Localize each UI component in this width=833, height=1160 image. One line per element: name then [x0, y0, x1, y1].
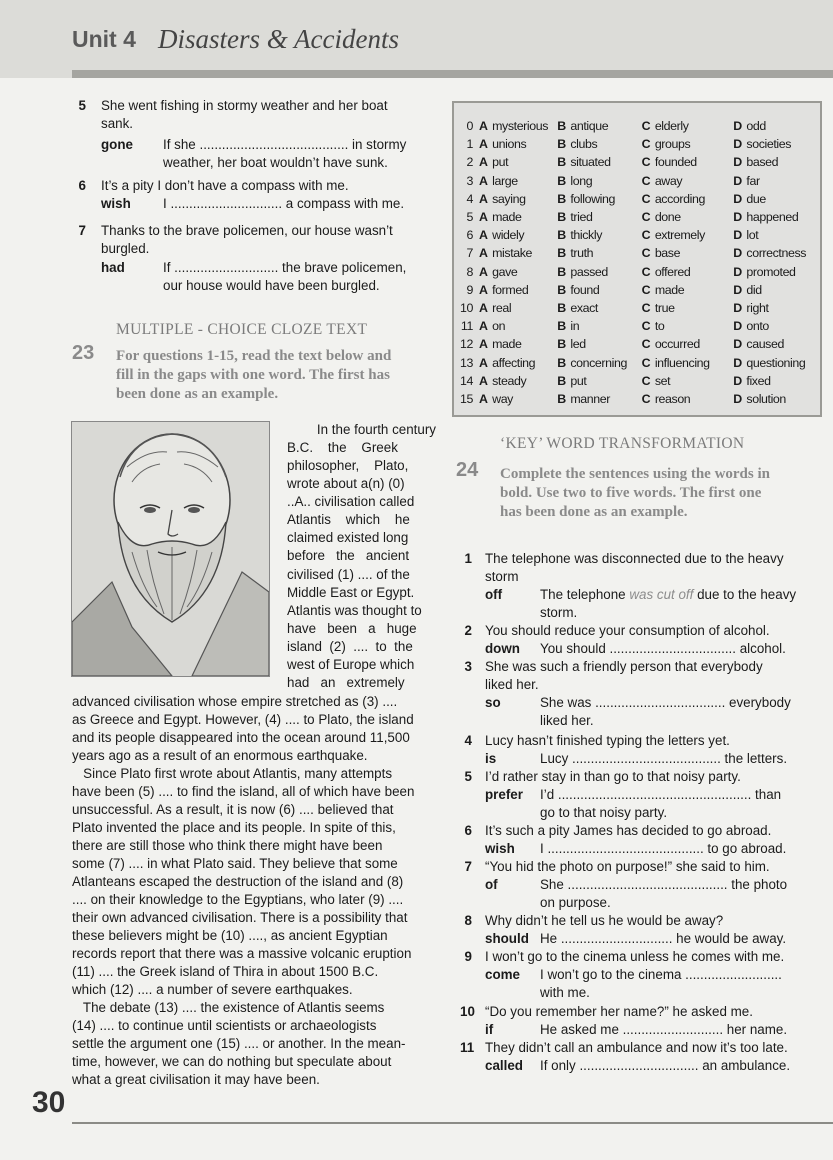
text-line: (14) .... to continue until scientists or archaeologists — [72, 1018, 377, 1033]
option-d: questioning — [746, 355, 806, 370]
option-letter: D — [733, 300, 742, 315]
option-d: caused — [746, 337, 784, 352]
item-answer: weather, her boat wouldn’t have sunk. — [163, 155, 388, 170]
option-a: real — [492, 300, 512, 315]
option-d: promoted — [746, 264, 796, 279]
text-line: civilised (1) .... of the — [287, 567, 410, 582]
option-letter: B — [557, 391, 566, 406]
item-number: 2 — [464, 623, 472, 638]
options-box — [452, 101, 822, 417]
option-b: thickly — [570, 228, 602, 243]
option-letter: A — [478, 155, 488, 170]
option-letter: B — [557, 210, 566, 225]
text-line: island (2) .... to the — [287, 639, 413, 654]
option-letter: C — [641, 173, 651, 188]
option-b: antique — [570, 119, 609, 134]
option-a: unions — [492, 137, 527, 152]
option-d: did — [746, 282, 762, 297]
option-letter: B — [557, 264, 566, 279]
option-letter: B — [557, 337, 566, 352]
option-c: base — [654, 246, 681, 261]
item-sentence: sank. — [101, 116, 134, 131]
text-line: which (12) .... a number of severe earthquakes. — [72, 982, 353, 997]
option-letter: A — [478, 210, 488, 225]
option-row — [460, 153, 820, 171]
option-letter: D — [733, 282, 742, 297]
option-a: on — [492, 319, 506, 334]
item-keyword: should — [485, 931, 529, 946]
item-sentence: storm — [485, 569, 519, 584]
answer-text: due to the heavy — [693, 587, 797, 602]
option-letter: A — [478, 264, 488, 279]
item-keyword: is — [485, 751, 497, 766]
item-sentence: burgled. — [101, 241, 150, 256]
text-line: claimed existed long — [287, 530, 409, 545]
option-letter: C — [641, 210, 651, 225]
option-a: put — [492, 155, 509, 170]
option-letter: A — [478, 119, 488, 134]
option-row — [460, 390, 820, 408]
option-d: odd — [746, 119, 766, 134]
reading-text-body — [72, 693, 438, 1089]
option-letter: C — [641, 282, 651, 297]
option-letter: B — [557, 246, 566, 261]
text-line: .... on their knowledge to the Egyptians, who later (9) .... — [72, 892, 404, 907]
text-line: these believers might be (10) ...., as ancient Egyptian — [72, 928, 388, 943]
text-line: In the fourth century — [316, 422, 436, 437]
option-letter: D — [733, 319, 742, 334]
text-line: settle the argument one (15) .... or another. In the mean- — [72, 1036, 406, 1051]
item-number: 7 — [78, 223, 86, 238]
option-letter: D — [733, 137, 742, 152]
question-number: 9 — [466, 282, 473, 297]
text-line: and its people disappeared into the ocean around 11,500 — [72, 730, 410, 745]
item-number: 6 — [78, 178, 86, 193]
question-number: 3 — [466, 173, 473, 188]
option-a: way — [492, 391, 513, 406]
item-sentence: Thanks to the brave policemen, our house wasn’t — [101, 223, 393, 238]
item-keyword: wish — [101, 196, 131, 211]
option-b: long — [570, 173, 593, 188]
option-letter: C — [641, 155, 651, 170]
item-answer: on purpose. — [540, 895, 611, 910]
option-letter: D — [733, 155, 742, 170]
option-row — [460, 317, 820, 335]
option-letter: D — [733, 246, 742, 261]
item-keyword: off — [485, 587, 503, 602]
option-c: influencing — [654, 355, 710, 370]
item-answer: our house would have been burgled. — [163, 278, 380, 293]
item-sentence: She went fishing in stormy weather and her boat — [101, 98, 388, 113]
item-keyword: gone — [101, 137, 133, 152]
option-a: made — [492, 337, 522, 352]
option-b: concerning — [570, 355, 627, 370]
option-c: elderly — [654, 119, 689, 134]
option-d: happened — [746, 210, 799, 225]
item-answer: If she ........................................ in stormy — [163, 137, 407, 152]
item-sentence: She was such a friendly person that everybody — [485, 659, 763, 674]
item-sentence: It’s such a pity James has decided to go abroad. — [485, 823, 772, 838]
option-c: away — [654, 173, 683, 188]
option-letter: C — [641, 246, 651, 261]
option-letter: C — [641, 264, 651, 279]
option-b: led — [570, 337, 586, 352]
text-line: (11) .... the Greek island of Thira in about 1500 B.C. — [72, 964, 379, 979]
text-line: B.C. the Greek — [287, 440, 398, 455]
exercise-number: 24 — [456, 459, 479, 481]
item-keyword: prefer — [485, 787, 523, 802]
text-line: before the ancient — [287, 548, 410, 563]
option-letter: A — [478, 300, 488, 315]
option-letter: C — [641, 355, 651, 370]
item-sentence: It’s a pity I don’t have a compass with me. — [101, 178, 349, 193]
text-line: what a great civilisation it may have been. — [72, 1072, 320, 1087]
question-number: 7 — [466, 246, 473, 261]
option-row — [460, 172, 820, 190]
option-b: clubs — [570, 137, 598, 152]
item-keyword: come — [485, 967, 520, 982]
text-line: Since Plato first wrote about Atlantis, many attempts — [72, 766, 393, 781]
option-c: made — [654, 282, 685, 297]
option-row — [460, 117, 820, 135]
text-line: time, however, we can do nothing but speculate about — [72, 1054, 392, 1069]
option-c: done — [654, 210, 681, 225]
option-c: set — [654, 373, 671, 388]
option-letter: C — [641, 137, 651, 152]
instruction-line: been done as an example. — [116, 386, 279, 402]
question-number: 11 — [460, 319, 473, 334]
item-answer: liked her. — [540, 713, 594, 728]
instruction-line: fill in the gaps with one word. The first has — [116, 367, 390, 383]
option-b: found — [570, 282, 600, 297]
question-number: 10 — [460, 300, 473, 315]
item-answer: She was ................................... everybody — [540, 695, 791, 710]
option-row — [460, 190, 820, 208]
item-keyword: called — [485, 1058, 523, 1073]
instruction-line: For questions 1-15, read the text below and — [116, 348, 392, 364]
question-number: 14 — [460, 373, 473, 388]
item-number: 6 — [464, 823, 472, 838]
option-letter: B — [557, 373, 566, 388]
option-a: mistake — [492, 246, 533, 261]
option-letter: A — [478, 173, 488, 188]
item-answer: He asked me ........................... her name. — [540, 1022, 788, 1037]
text-line: The debate (13) .... the existence of Atlantis seems — [72, 1000, 385, 1015]
page-header — [0, 0, 833, 78]
option-a: widely — [492, 228, 525, 243]
option-letter: D — [733, 355, 742, 370]
text-line: have been (5) .... to find the island, all of which have been — [72, 784, 415, 799]
option-letter: D — [733, 337, 742, 352]
option-letter: A — [478, 355, 488, 370]
item-number: 9 — [464, 949, 472, 964]
option-c: founded — [654, 155, 697, 170]
item-answer: go to that noisy party. — [540, 805, 668, 820]
option-letter: A — [478, 228, 488, 243]
question-number: 1 — [466, 137, 473, 152]
option-row — [460, 281, 820, 299]
text-line: as Greece and Egypt. However, (4) .... to Plato, the island — [72, 712, 414, 727]
option-row — [460, 135, 820, 153]
option-a: large — [492, 173, 518, 188]
option-d: solution — [746, 391, 786, 406]
question-number: 4 — [466, 191, 473, 206]
question-number: 2 — [466, 155, 473, 170]
option-letter: B — [557, 119, 566, 134]
option-c: according — [654, 191, 705, 206]
option-letter: D — [733, 228, 742, 243]
option-letter: B — [557, 155, 566, 170]
page-number: 30 — [32, 1086, 66, 1119]
item-answer: She ........................................... the photo — [540, 877, 788, 892]
option-b: truth — [570, 246, 594, 261]
item-sentence: They didn’t call an ambulance and now it’s too late. — [485, 1040, 788, 1055]
text-line: advanced civilisation whose empire stretched as (3) .... — [72, 694, 398, 709]
text-line: unsuccessful. As a result, it is now (6) .... believed that — [72, 802, 394, 817]
item-keyword: of — [485, 877, 498, 892]
option-row — [460, 335, 820, 353]
option-letter: D — [733, 391, 742, 406]
item-sentence: “You hid the photo on purpose!” she said to him. — [485, 859, 770, 874]
option-letter: B — [557, 173, 566, 188]
unit-label: Unit 4 — [72, 26, 136, 52]
option-letter: C — [641, 119, 651, 134]
option-c: occurred — [654, 337, 700, 352]
option-b: exact — [570, 300, 598, 315]
item-sentence: “Do you remember her name?” he asked me. — [485, 1004, 753, 1019]
option-letter: A — [478, 137, 488, 152]
item-number: 11 — [460, 1040, 475, 1055]
option-letter: B — [557, 137, 566, 152]
text-line: some (7) .... in what Plato said. They believe that some — [72, 856, 398, 871]
option-c: to — [654, 319, 665, 334]
option-letter: C — [641, 391, 651, 406]
option-b: in — [570, 319, 580, 334]
item-sentence: The telephone was disconnected due to the heavy — [485, 551, 784, 566]
item-sentence: Why didn’t he tell us he would be away? — [485, 913, 724, 928]
item-answer: I’d .................................................... than — [540, 787, 782, 802]
text-line: Atlantis was thought to — [287, 603, 422, 618]
option-c: true — [654, 300, 675, 315]
plato-portrait — [71, 421, 270, 677]
option-letter: C — [641, 300, 651, 315]
option-row — [460, 372, 820, 390]
option-a: affecting — [492, 355, 536, 370]
option-a: formed — [492, 282, 529, 297]
option-row — [460, 208, 820, 226]
question-number: 8 — [466, 264, 473, 279]
option-letter: D — [733, 210, 742, 225]
item-keyword: wish — [485, 841, 515, 856]
option-a: gave — [492, 264, 518, 279]
option-d: fixed — [746, 373, 771, 388]
option-b: passed — [570, 264, 608, 279]
option-a: made — [492, 210, 522, 225]
instruction-line: bold. Use two to five words. The first one — [500, 485, 762, 501]
exercise-instruction — [500, 465, 770, 522]
question-number: 5 — [466, 210, 473, 225]
option-letter: B — [557, 191, 566, 206]
option-row — [460, 299, 820, 317]
item-answer: He .............................. he would be away. — [540, 931, 787, 946]
exercise-number: 23 — [72, 342, 95, 364]
option-letter: C — [641, 228, 651, 243]
item-answer: storm. — [540, 605, 578, 620]
section-title: MULTIPLE - CHOICE CLOZE TEXT — [116, 321, 368, 338]
option-a: steady — [492, 373, 527, 388]
option-d: lot — [746, 228, 759, 243]
item-number: 3 — [464, 659, 472, 674]
item-sentence: I’d rather stay in than go to that noisy party. — [485, 769, 741, 784]
item-number: 10 — [460, 1004, 475, 1019]
option-letter: C — [641, 319, 651, 334]
option-letter: A — [478, 337, 488, 352]
text-line: records report that there was a massive volcanic eruption — [72, 946, 412, 961]
option-letter: A — [478, 373, 488, 388]
option-b: tried — [570, 210, 593, 225]
item-number: 8 — [464, 913, 472, 928]
item-answer: I won’t go to the cinema .......................... — [540, 967, 782, 982]
option-letter: A — [478, 246, 488, 261]
item-answer: If only ................................ an ambulance. — [540, 1058, 791, 1073]
item-number: 5 — [78, 98, 86, 113]
option-row — [460, 353, 820, 371]
question-number: 0 — [466, 119, 473, 134]
answer-text: The telephone — [540, 587, 630, 602]
item-answer: I .......................................... to go abroad. — [540, 841, 787, 856]
option-b: following — [570, 191, 615, 206]
option-d: right — [746, 300, 769, 315]
option-c: groups — [654, 137, 691, 152]
option-row — [460, 226, 820, 244]
unit-title: Disasters & Accidents — [158, 24, 399, 54]
section-title: ‘KEY’ WORD TRANSFORMATION — [500, 435, 745, 452]
option-row — [460, 263, 820, 281]
option-letter: B — [557, 319, 566, 334]
item-number: 5 — [464, 769, 472, 784]
plato-bust-image — [72, 422, 269, 676]
question-number: 13 — [460, 355, 473, 370]
item-sentence: liked her. — [485, 677, 539, 692]
example-answer: was cut off — [629, 587, 694, 602]
item-number: 7 — [464, 859, 472, 874]
footer-rule — [72, 1122, 833, 1124]
option-letter: A — [478, 319, 488, 334]
option-letter: A — [478, 191, 488, 206]
option-d: based — [746, 155, 779, 170]
item-answer: You should .................................. alcohol. — [540, 641, 786, 656]
item-answer — [540, 586, 796, 604]
option-letter: D — [733, 191, 742, 206]
item-sentence: I won’t go to the cinema unless he comes with me. — [485, 949, 785, 964]
text-line: Middle East or Egypt. — [287, 585, 415, 600]
text-line: philosopher, Plato, — [287, 458, 409, 473]
text-line: had an extremely — [287, 675, 405, 690]
header-rule — [72, 70, 833, 78]
instruction-line: Complete the sentences using the words in — [500, 466, 770, 482]
text-line: wrote about a(n) (0) — [287, 476, 405, 491]
option-d: correctness — [746, 246, 807, 261]
options-table — [460, 117, 820, 408]
option-b: put — [570, 373, 587, 388]
question-number: 15 — [460, 391, 473, 406]
item-sentence: Lucy hasn’t finished typing the letters yet. — [485, 733, 730, 748]
option-a: mysterious — [492, 119, 549, 134]
item-sentence: You should reduce your consumption of alcohol. — [485, 623, 770, 638]
option-letter: D — [733, 119, 742, 134]
option-row — [460, 244, 820, 262]
option-letter: B — [557, 300, 566, 315]
option-d: far — [746, 173, 760, 188]
item-keyword: if — [485, 1022, 494, 1037]
option-letter: B — [557, 355, 566, 370]
text-line: years ago as a result of an enormous earthquake. — [72, 748, 368, 763]
option-b: manner — [570, 391, 610, 406]
item-answer: Lucy ........................................ the letters. — [540, 751, 788, 766]
question-number: 6 — [466, 228, 473, 243]
option-letter: D — [733, 173, 742, 188]
option-letter: D — [733, 264, 742, 279]
text-line: west of Europe which — [287, 657, 415, 672]
question-number: 12 — [460, 337, 473, 352]
option-letter: C — [641, 337, 651, 352]
text-line: ..A.. civilisation called — [287, 494, 415, 509]
text-line: their own advanced civilisation. There is a possibility that — [72, 910, 408, 925]
option-c: extremely — [654, 228, 705, 243]
option-letter: A — [478, 282, 488, 297]
text-line: there are still those who think there might have been — [72, 838, 383, 853]
text-line: Plato invented the place and its people. In spite of this, — [72, 820, 396, 835]
item-answer: If ............................ the brave policemen, — [163, 260, 407, 275]
option-b: situated — [570, 155, 611, 170]
option-d: due — [746, 191, 766, 206]
option-d: onto — [746, 319, 769, 334]
option-a: saying — [492, 191, 526, 206]
option-letter: D — [733, 373, 742, 388]
item-keyword: down — [485, 641, 520, 656]
item-number: 1 — [464, 551, 472, 566]
item-number: 4 — [464, 733, 472, 748]
option-letter: A — [478, 391, 488, 406]
option-c: offered — [654, 264, 691, 279]
exercise-instruction — [116, 347, 391, 404]
item-answer: with me. — [540, 985, 590, 1000]
option-letter: B — [557, 282, 566, 297]
option-c: reason — [654, 391, 691, 406]
option-letter: B — [557, 228, 566, 243]
item-answer: I .............................. a compass with me. — [163, 196, 405, 211]
instruction-line: has been done as an example. — [500, 504, 688, 520]
option-letter: C — [641, 373, 651, 388]
text-line: Atlantis which he — [287, 512, 410, 527]
text-line: have been a huge — [287, 621, 417, 636]
item-keyword: had — [101, 260, 125, 275]
text-line: Atlanteans escaped the destruction of the island and (8) — [72, 874, 404, 889]
item-keyword: so — [485, 695, 501, 710]
option-letter: C — [641, 191, 651, 206]
option-d: societies — [746, 137, 792, 152]
